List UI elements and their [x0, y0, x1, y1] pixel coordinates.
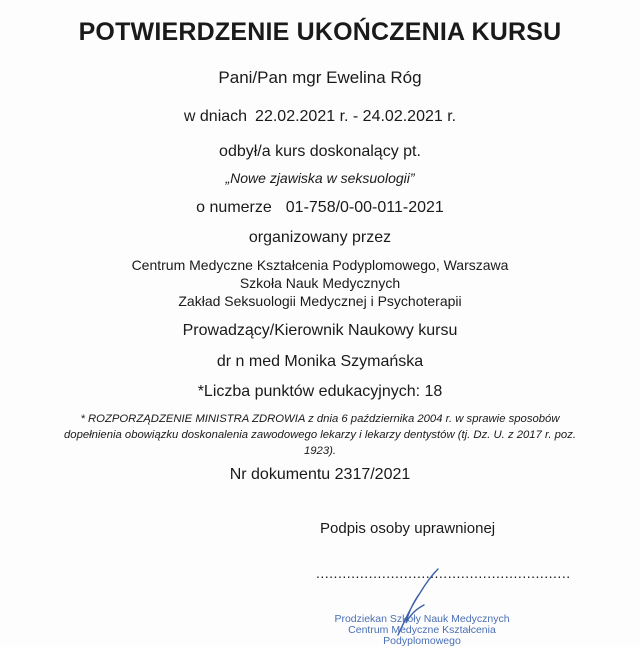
- organizer-line: Centrum Medyczne Kształcenia Podyplomowego, Warszawa: [131, 257, 509, 273]
- course-number: [0, 199, 640, 217]
- completed-text: odbył/a kurs doskonalący pt.: [219, 143, 421, 160]
- official-stamp: [312, 614, 532, 647]
- course-title: „Nowe zjawiska w seksuologii”: [225, 170, 415, 186]
- organized-by-label: organizowany przez: [248, 229, 392, 246]
- signature-label: Podpis osoby uprawnionej: [320, 520, 496, 537]
- dates-prefix: w dniach: [183, 108, 248, 125]
- head-label: Prowadzący/Kierownik Naukowy kursu: [182, 322, 458, 339]
- stamp-line: Centrum Medyczne Kształcenia Podyplomowego: [348, 624, 496, 647]
- regulation-footnote: * ROZPORZĄDZENIE MINISTRA ZDROWIA z dnia 6 października 2004 r. w sprawie sposobów dopełnienia obowiązku doskonalenia zawodowego lekarzy i lekarzy dentystów (tj. Dz. U. z 2017 r. poz. 1923).: [64, 413, 576, 457]
- certificate-title: POTWIERDZENIE UKOŃCZENIA KURSU: [78, 18, 562, 46]
- dates-range: 22.02.2021 r. - 24.02.2021 r.: [255, 108, 457, 125]
- stamp-line: Prodziekan Szkoły Nauk Medycznych: [334, 613, 510, 625]
- number-prefix: o numerze: [196, 199, 272, 216]
- head-name: dr n med Monika Szymańska: [216, 353, 424, 370]
- number-value: 01-758/0-00-011-2021: [285, 199, 444, 216]
- organizer-line: Zakład Seksuologii Medycznej i Psychoterapii: [178, 293, 462, 309]
- document-number: Nr dokumentu 2317/2021: [229, 466, 411, 483]
- course-dates: [0, 108, 640, 126]
- organizer-line: Szkoła Nauk Medycznych: [239, 275, 401, 291]
- participant-name: Pani/Pan mgr Ewelina Róg: [218, 68, 422, 87]
- education-points: *Liczba punktów edukacyjnych: 18: [197, 383, 443, 400]
- signature-line: ..........................................................: [316, 565, 571, 581]
